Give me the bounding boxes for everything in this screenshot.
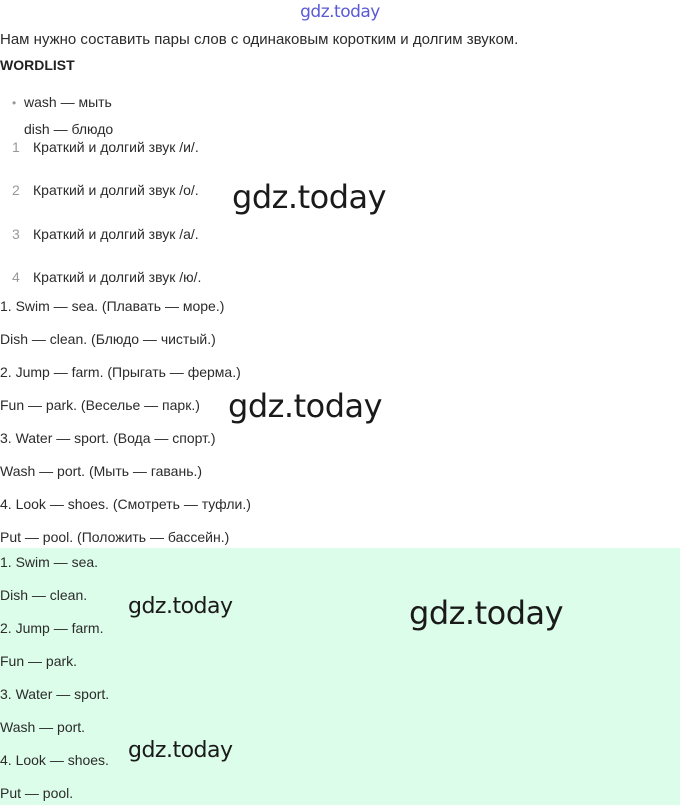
answer-line: Wash — port. bbox=[0, 719, 86, 735]
wordlist-item: dish — блюдо bbox=[24, 121, 114, 137]
wordlist-item: wash — мыть bbox=[24, 94, 112, 110]
watermark: gdz.today bbox=[232, 178, 387, 216]
answer-line: Fun — park. (Веселье — парк.) bbox=[0, 397, 200, 413]
answer-line: 3. Water — sport. bbox=[0, 686, 110, 702]
intro-text: Нам нужно составить пары слов с одинаковым коротким и долгим звуком. bbox=[0, 31, 519, 48]
answer-line: 1. Swim — sea. (Плавать — море.) bbox=[0, 298, 225, 314]
task-number: 3 bbox=[12, 226, 20, 242]
watermark-top: gdz.today bbox=[300, 2, 380, 22]
wordlist-list bbox=[0, 84, 680, 137]
task-number: 2 bbox=[12, 182, 20, 198]
watermark: gdz.today bbox=[128, 738, 233, 763]
answer-line: 1. Swim — sea. bbox=[0, 554, 99, 570]
answer-line: 4. Look — shoes. bbox=[0, 752, 109, 768]
answer-line: Wash — port. (Мыть — гавань.) bbox=[0, 463, 203, 479]
answer-line: 2. Jump — farm. (Прыгать — ферма.) bbox=[0, 364, 241, 380]
watermark: gdz.today bbox=[128, 594, 233, 619]
answer-line: 3. Water — sport. (Вода — спорт.) bbox=[0, 430, 216, 446]
watermark: gdz.today bbox=[228, 387, 383, 425]
answer-line: 2. Jump — farm. bbox=[0, 620, 104, 636]
task-text: Краткий и долгий звук /о/. bbox=[33, 182, 199, 198]
watermark: gdz.today bbox=[409, 594, 564, 632]
bullet-icon: • bbox=[12, 96, 17, 110]
answer-line: 4. Look — shoes. (Смотреть — туфли.) bbox=[0, 496, 251, 512]
task-text: Краткий и долгий звук /а/. bbox=[33, 226, 199, 242]
task-number: 1 bbox=[12, 139, 20, 155]
answer-line: Dish — clean. (Блюдо — чистый.) bbox=[0, 331, 216, 347]
task-number: 4 bbox=[12, 269, 20, 285]
task-text: Краткий и долгий звук /ю/. bbox=[33, 269, 202, 285]
task-text: Краткий и долгий звук /и/. bbox=[33, 139, 199, 155]
wordlist-title: WORDLIST bbox=[0, 57, 75, 73]
answer-line: Put — pool. (Положить — бассейн.) bbox=[0, 529, 230, 545]
answer-line: Dish — clean. bbox=[0, 587, 88, 603]
answer-line: Fun — park. bbox=[0, 653, 78, 669]
answer-line: Put — pool. bbox=[0, 785, 74, 801]
